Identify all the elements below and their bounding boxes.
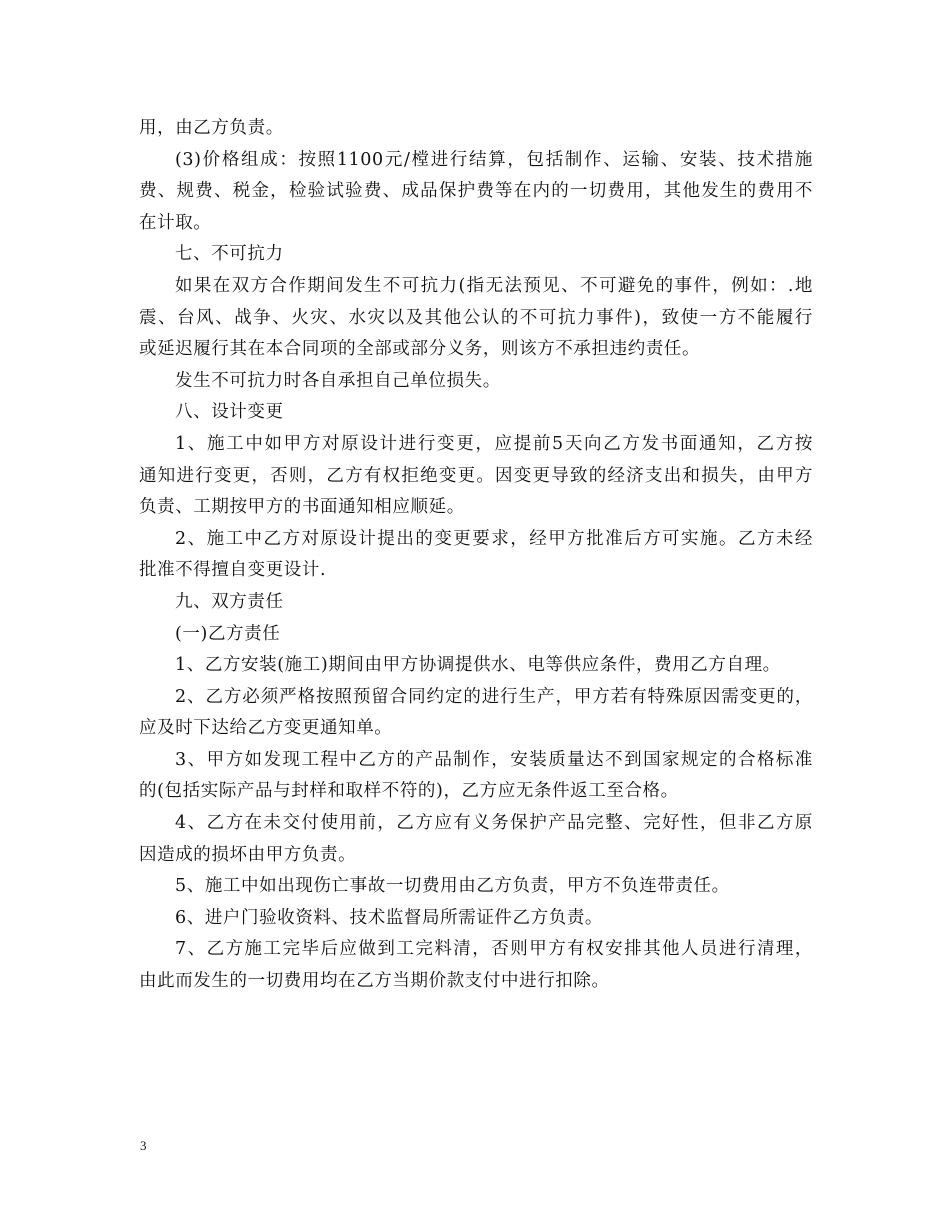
text-line: 2、施工中乙方对原设计提出的变更要求，经甲方批准后方可实施。乙方未经: [175, 528, 813, 549]
contract-body-text: [139, 113, 813, 998]
text-line: 通知进行变更，否则，乙方有权拒绝变更。因变更导致的经济支出和损失，由甲方: [139, 465, 813, 486]
text-line: 发生不可抗力时各自承担自己单位损失。: [175, 370, 501, 391]
text-line: 费、规费、税金，检验试验费、成品保护费等在内的一切费用，其他发生的费用不: [139, 181, 813, 202]
text-line: 1、乙方安装(施工)期间由甲方协调提供水、电等供应条件，费用乙方自理。: [175, 655, 781, 676]
text-line: 用，由乙方负责。: [139, 118, 284, 138]
text-line: 2、乙方必须严格按照预留合同约定的进行生产，甲方若有特殊原因需变更的，: [175, 686, 813, 707]
text-line: 1、施工中如甲方对原设计进行变更，应提前5天向乙方发书面通知，乙方按: [175, 433, 813, 454]
section-heading: 九、双方责任: [175, 591, 284, 612]
text-line: 批准不得擅自变更设计.: [139, 560, 327, 581]
text-line: 在计取。: [139, 212, 212, 233]
text-line: 6、进户门验收资料、技术监督局所需证件乙方负责。: [175, 907, 604, 928]
section-heading: 七、不可抗力: [175, 244, 284, 265]
text-line: 或延迟履行其在本合同项的全部或部分义务，则该方不承担违约责任。: [139, 339, 701, 360]
text-line: (3)价格组成：按照1100元/樘进行结算，包括制作、运输、安装、技术措施: [175, 149, 813, 170]
text-line: 3、甲方如发现工程中乙方的产品制作，安装质量达不到国家规定的合格标准: [175, 749, 813, 770]
text-line: 负责、工期按甲方的书面通知相应顺延。: [139, 497, 465, 518]
text-line: 7、乙方施工完毕后应做到工完料清，否则甲方有权安排其他人员进行清理，: [175, 939, 813, 960]
text-line: 由此而发生的一切费用均在乙方当期价款支付中进行扣除。: [139, 971, 610, 992]
text-line: 因造成的损坏由甲方负责。: [139, 844, 357, 865]
text-line: 5、施工中如出现伤亡事故一切费用由乙方负责，甲方不负连带责任。: [175, 876, 730, 897]
page-number: 3: [140, 1138, 147, 1153]
section-heading: 八、设计变更: [175, 402, 284, 423]
text-line: 4、乙方在未交付使用前，乙方应有义务保护产品完整、完好性，但非乙方原: [175, 813, 813, 834]
text-line: 震、台风、战争、火灾、水灾以及其他公认的不可抗力事件)，致使一方不能履行: [139, 307, 813, 328]
text-line: 如果在双方合作期间发生不可抗力(指无法预见、不可避免的事件，例如：.地: [175, 275, 813, 296]
subsection-heading: (一)乙方责任: [175, 623, 281, 644]
text-line: 的(包括实际产品与封样和取样不符的)，乙方应无条件返工至合格。: [139, 781, 679, 802]
text-line: 应及时下达给乙方变更通知单。: [139, 718, 393, 739]
